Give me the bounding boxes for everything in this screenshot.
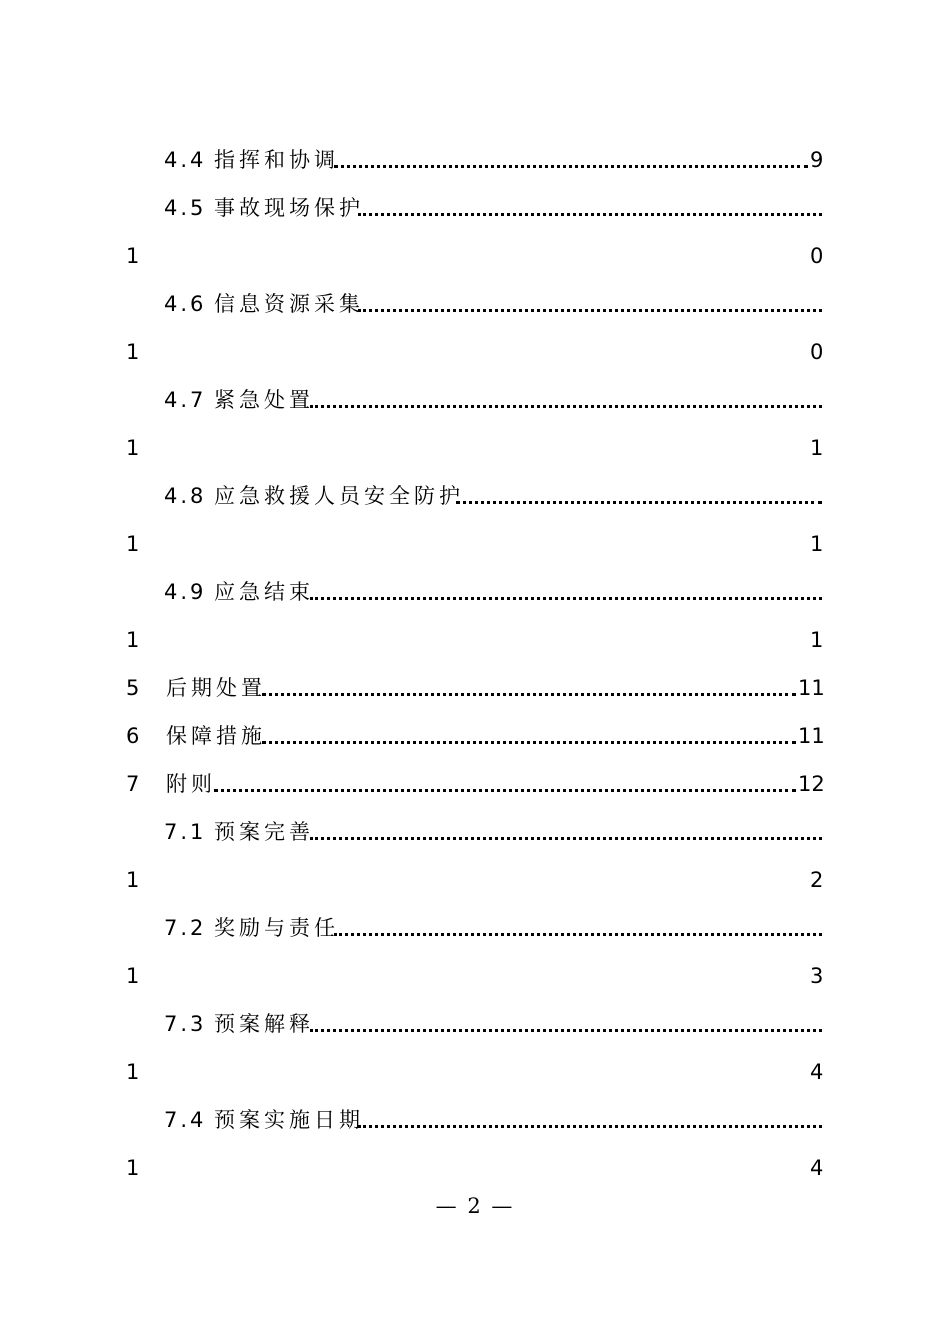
toc-entry-title: 应急救援人员安全防护 [214,484,464,508]
toc-entry[interactable] [0,479,950,513]
toc-wrap-left-digit: 1 [126,1060,140,1084]
toc-page-number-wrap [0,239,950,273]
toc-wrap-right-digit: 3 [810,964,824,988]
toc-wrap-left-digit: 1 [126,244,140,268]
toc-entry[interactable] [0,671,950,705]
toc-entry[interactable] [0,911,950,945]
toc-dot-leader [358,287,822,321]
toc-entry-number: 7.4 [164,1108,207,1132]
toc-entry[interactable] [0,719,950,753]
toc-wrap-right-digit: 4 [810,1060,824,1084]
toc-entry-title: 紧急处置 [214,388,314,412]
toc-entry[interactable] [0,815,950,849]
toc-entry-page: 11 [798,676,825,700]
toc-page-number-wrap [0,431,950,465]
toc-entry[interactable] [0,287,950,321]
toc-wrap-right-digit: 0 [810,244,824,268]
toc-page-number-wrap [0,527,950,561]
toc-entry[interactable] [0,767,950,801]
toc-entry[interactable] [0,383,950,417]
toc-entry-title: 奖励与责任 [214,916,339,940]
toc-entry-page: 9 [810,148,824,172]
toc-entry[interactable] [0,1007,950,1041]
toc-dot-leader [214,767,796,801]
toc-wrap-right-digit: 1 [810,628,824,652]
toc-dot-leader [334,911,822,945]
toc-page-number-wrap [0,863,950,897]
toc-dot-leader [310,575,822,609]
toc-entry-title: 预案解释 [214,1012,314,1036]
toc-entry-number: 6 [126,724,143,748]
toc-wrap-right-digit: 4 [810,1156,824,1180]
toc-entry-number: 4.5 [164,196,207,220]
toc-page-number-wrap [0,959,950,993]
toc-dot-leader [310,815,822,849]
toc-wrap-left-digit: 1 [126,964,140,988]
toc-wrap-left-digit: 1 [126,532,140,556]
toc-entry-number: 4.6 [164,292,207,316]
toc-entry-title: 预案实施日期 [214,1108,364,1132]
toc-wrap-right-digit: 1 [810,532,824,556]
toc-dot-leader [262,719,796,753]
toc-entry[interactable] [0,575,950,609]
toc-entry-title: 后期处置 [166,676,266,700]
toc-entry[interactable] [0,191,950,225]
toc-entry-number: 4.7 [164,388,207,412]
toc-entry-number: 5 [126,676,143,700]
toc-entry[interactable] [0,143,950,177]
toc-page-number-wrap [0,335,950,369]
toc-entry-title: 保障措施 [166,724,266,748]
toc-entry-number: 4.9 [164,580,207,604]
toc-page-number-wrap [0,1055,950,1089]
toc-entry-page: 11 [798,724,825,748]
toc-entry-number: 7 [126,772,143,796]
toc-dot-leader [310,1007,822,1041]
toc-wrap-right-digit: 2 [810,868,824,892]
toc-wrap-left-digit: 1 [126,628,140,652]
toc-dot-leader [310,383,822,417]
toc-entry-title: 事故现场保护 [214,196,364,220]
toc-wrap-left-digit: 1 [126,868,140,892]
toc-entry-number: 7.2 [164,916,207,940]
toc-wrap-left-digit: 1 [126,1156,140,1180]
toc-entry-title: 信息资源采集 [214,292,364,316]
toc-dot-leader [262,671,796,705]
toc-entry-page: 12 [798,772,825,796]
toc-entry-number: 7.1 [164,820,207,844]
toc-dot-leader [358,1103,822,1137]
toc-page-number-wrap [0,1151,950,1185]
toc-entry-number: 4.4 [164,148,207,172]
toc-wrap-left-digit: 1 [126,436,140,460]
toc-dot-leader [456,479,822,513]
toc-entry[interactable] [0,1103,950,1137]
toc-wrap-left-digit: 1 [126,340,140,364]
page-number-footer: — 2 — [435,1194,515,1218]
toc-entry-title: 预案完善 [214,820,314,844]
toc-entry-title: 指挥和协调 [214,148,339,172]
toc-dot-leader [358,191,822,225]
toc-page-number-wrap [0,623,950,657]
toc-entry-number: 7.3 [164,1012,207,1036]
toc-dot-leader [334,143,808,177]
toc-entry-title: 应急结束 [214,580,314,604]
toc-wrap-right-digit: 1 [810,436,824,460]
toc-wrap-right-digit: 0 [810,340,824,364]
toc-entry-number: 4.8 [164,484,207,508]
toc-entry-title: 附则 [166,772,216,796]
